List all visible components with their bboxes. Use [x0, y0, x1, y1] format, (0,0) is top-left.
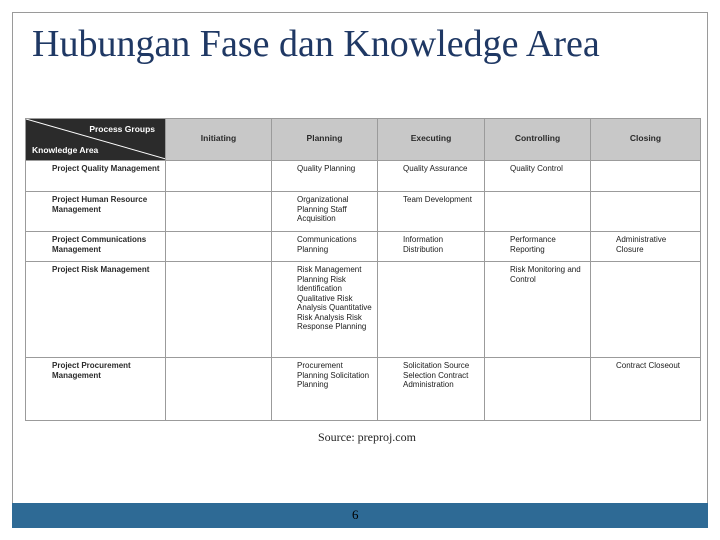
row-label-procurement: Project Procurement Management	[26, 358, 166, 421]
row-label-communications: Project Communications Management	[26, 232, 166, 262]
column-header-planning: Planning	[272, 119, 378, 161]
table-cell: Risk Monitoring and Control	[485, 262, 591, 358]
table-cell	[378, 262, 485, 358]
row-label-risk: Project Risk Management	[26, 262, 166, 358]
table-cell	[591, 262, 701, 358]
knowledge-area-table	[25, 118, 701, 421]
table-row	[26, 358, 701, 421]
column-header-controlling: Controlling	[485, 119, 591, 161]
table-header-row	[26, 119, 701, 161]
table-cell: Information Distribution	[378, 232, 485, 262]
table-cell: Risk Management Planning Risk Identification Qualitative Risk Analysis Quantitative Risk Analysis Risk Response Planning	[272, 262, 378, 358]
slide-title: Hubungan Fase dan Knowledge Area	[32, 23, 600, 65]
table-cell	[166, 192, 272, 232]
table-corner-cell	[26, 119, 166, 161]
table-cell: Quality Planning	[272, 161, 378, 192]
source-caption: Source: preproj.com	[318, 430, 416, 444]
table-cell	[166, 161, 272, 192]
table-cell: Communications Planning	[272, 232, 378, 262]
table-cell	[485, 358, 591, 421]
row-label-quality: Project Quality Management	[26, 161, 166, 192]
table-cell	[166, 232, 272, 262]
row-label-human-resource: Project Human Resource Management	[26, 192, 166, 232]
column-header-initiating: Initiating	[166, 119, 272, 161]
table-cell: Quality Control	[485, 161, 591, 192]
knowledge-area-label: Knowledge Area	[32, 144, 99, 155]
table-cell	[591, 161, 701, 192]
table-cell: Contract Closeout	[591, 358, 701, 421]
column-header-executing: Executing	[378, 119, 485, 161]
table-row	[26, 262, 701, 358]
column-header-closing: Closing	[591, 119, 701, 161]
table-cell: Administrative Closure	[591, 232, 701, 262]
table-cell: Team Development	[378, 192, 485, 232]
table-cell	[166, 358, 272, 421]
table-cell	[591, 192, 701, 232]
table-cell: Solicitation Source Selection Contract Administration	[378, 358, 485, 421]
footer-bar	[12, 503, 708, 528]
table-cell: Quality Assurance	[378, 161, 485, 192]
table-cell: Performance Reporting	[485, 232, 591, 262]
table-cell: Organizational Planning Staff Acquisition	[272, 192, 378, 232]
process-groups-label: Process Groups	[89, 124, 155, 134]
table-cell	[485, 192, 591, 232]
table-cell: Procurement Planning Solicitation Planning	[272, 358, 378, 421]
table-cell	[166, 262, 272, 358]
table-row	[26, 232, 701, 262]
table-row	[26, 161, 701, 192]
page-number: 6	[352, 507, 359, 522]
table-row	[26, 192, 701, 232]
